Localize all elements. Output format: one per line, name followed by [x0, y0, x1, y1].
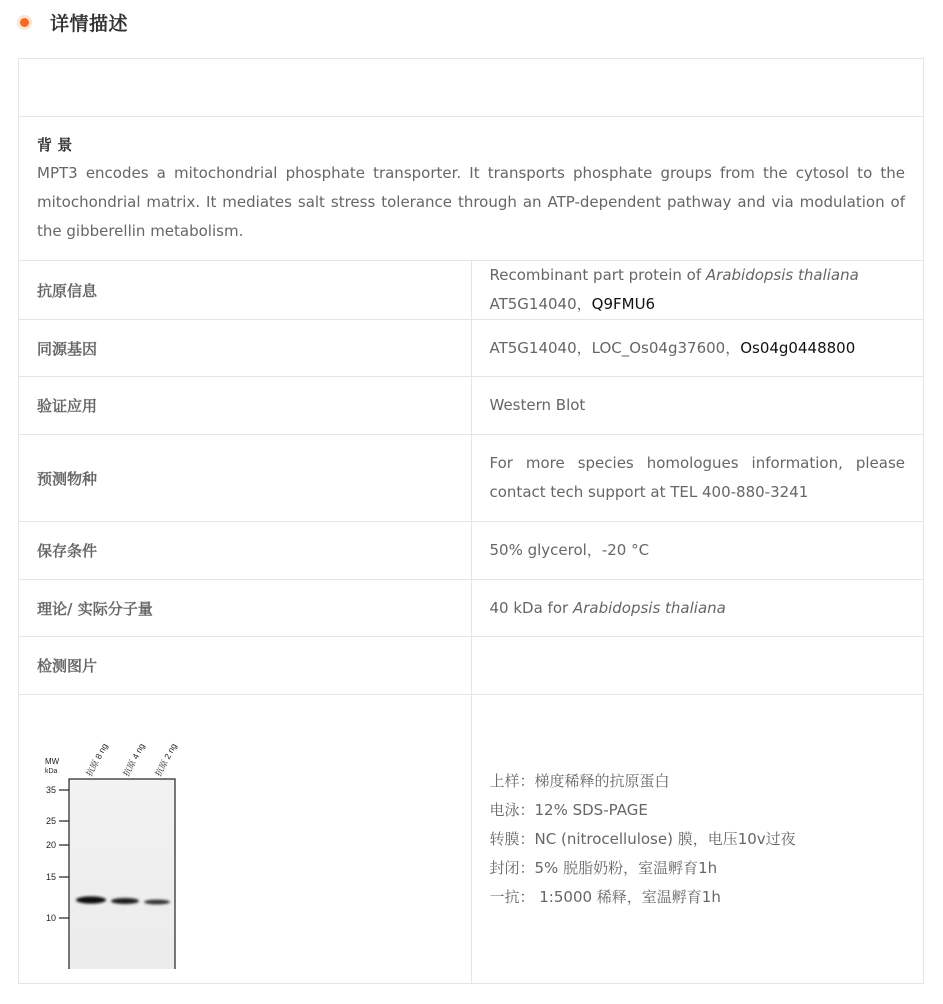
- table-row-images: [19, 637, 924, 695]
- table-row-species: [19, 435, 924, 522]
- table-row-blot: [19, 695, 924, 984]
- antigen-species: Arabidopsis thaliana: [705, 266, 859, 284]
- images-key: 检测图片: [19, 637, 472, 695]
- protocol-line: 上样：梯度稀释的抗原蛋白: [489, 771, 670, 790]
- background-text: MPT3 encodes a mitochondrial phosphate transporter. It transports phosphate groups from the cytosol to the mitochondrial matrix. It mediates salt stress tolerance through an ATP-dependent pathway and via modulation of the gibberellin metabolism.: [37, 164, 905, 240]
- band-lane-1: [76, 896, 106, 903]
- empty-row: [19, 59, 924, 117]
- section-title: 详情描述: [50, 12, 129, 35]
- mw-value: [471, 580, 924, 637]
- band-lane-3: [144, 900, 170, 905]
- homolog-key: 同源基因: [19, 320, 472, 377]
- background-label: 背 景: [37, 136, 73, 154]
- mw-prefix: 40 kDa for: [489, 598, 573, 617]
- table-row-storage: [19, 522, 924, 580]
- background-cell: [19, 117, 924, 261]
- kda-label: kDa: [45, 768, 58, 775]
- product-spec-table: [18, 58, 924, 984]
- homolog-text: AT5G14040，LOC_Os04g37600，: [489, 338, 741, 357]
- storage-key: 保存条件: [19, 522, 472, 580]
- antigen-key: 抗原信息: [19, 261, 472, 320]
- marker-35: 35: [46, 785, 57, 795]
- protocol-line: 转膜：NC (nitrocellulose) 膜，电压10v过夜: [489, 829, 796, 848]
- antigen-value: [471, 261, 924, 320]
- protocol-line: 一抗： 1:5000 稀释，室温孵育1h: [489, 887, 721, 906]
- bullet-dot-icon: [20, 18, 29, 27]
- protocol-cell: [471, 695, 924, 984]
- mw-label: MW: [45, 757, 60, 766]
- lane-label-2: 抗原 4 ng: [120, 741, 147, 778]
- marker-25: 25: [46, 816, 57, 826]
- antigen-prefix: Recombinant part protein of: [489, 266, 706, 284]
- table-row-homolog: [19, 320, 924, 377]
- species-key: 预测物种: [19, 435, 472, 522]
- protocol-line: 封闭：5% 脱脂奶粉，室温孵育1h: [489, 858, 718, 877]
- species-value: For more species homologues information, please contact tech support at TEL 400-880-3241: [471, 435, 924, 522]
- images-value: [471, 637, 924, 695]
- antigen-gene: AT5G14040，: [489, 295, 592, 313]
- homolog-value: [471, 320, 924, 377]
- marker-15: 15: [46, 872, 57, 882]
- lane-label-1: 抗原 8 ng: [83, 741, 110, 778]
- empty-cell: [19, 59, 924, 117]
- application-key: 验证应用: [19, 377, 472, 435]
- marker-10: 10: [46, 913, 57, 923]
- table-row-application: [19, 377, 924, 435]
- table-row-mw: [19, 580, 924, 637]
- band-lane-2: [111, 898, 139, 904]
- antigen-uniprot: Q9FMU6: [591, 295, 656, 313]
- western-blot-svg: [39, 709, 219, 969]
- protocol-line: 电泳：12% SDS-PAGE: [489, 800, 648, 819]
- section-header: [18, 6, 128, 38]
- application-value: Western Blot: [471, 377, 924, 435]
- table-row-antigen: [19, 261, 924, 320]
- marker-20: 20: [46, 840, 57, 850]
- storage-value: 50% glycerol，-20 °C: [471, 522, 924, 580]
- lane-label-3: 抗原 2 ng: [152, 741, 179, 778]
- blot-cell: [19, 695, 472, 984]
- homolog-last: Os04g0448800: [740, 338, 856, 357]
- background-row: [19, 117, 924, 261]
- mw-species: Arabidopsis thaliana: [572, 598, 726, 617]
- western-blot-image: [39, 709, 219, 969]
- blot-membrane: [69, 779, 175, 969]
- mw-key: 理论/ 实际分子量: [19, 580, 472, 637]
